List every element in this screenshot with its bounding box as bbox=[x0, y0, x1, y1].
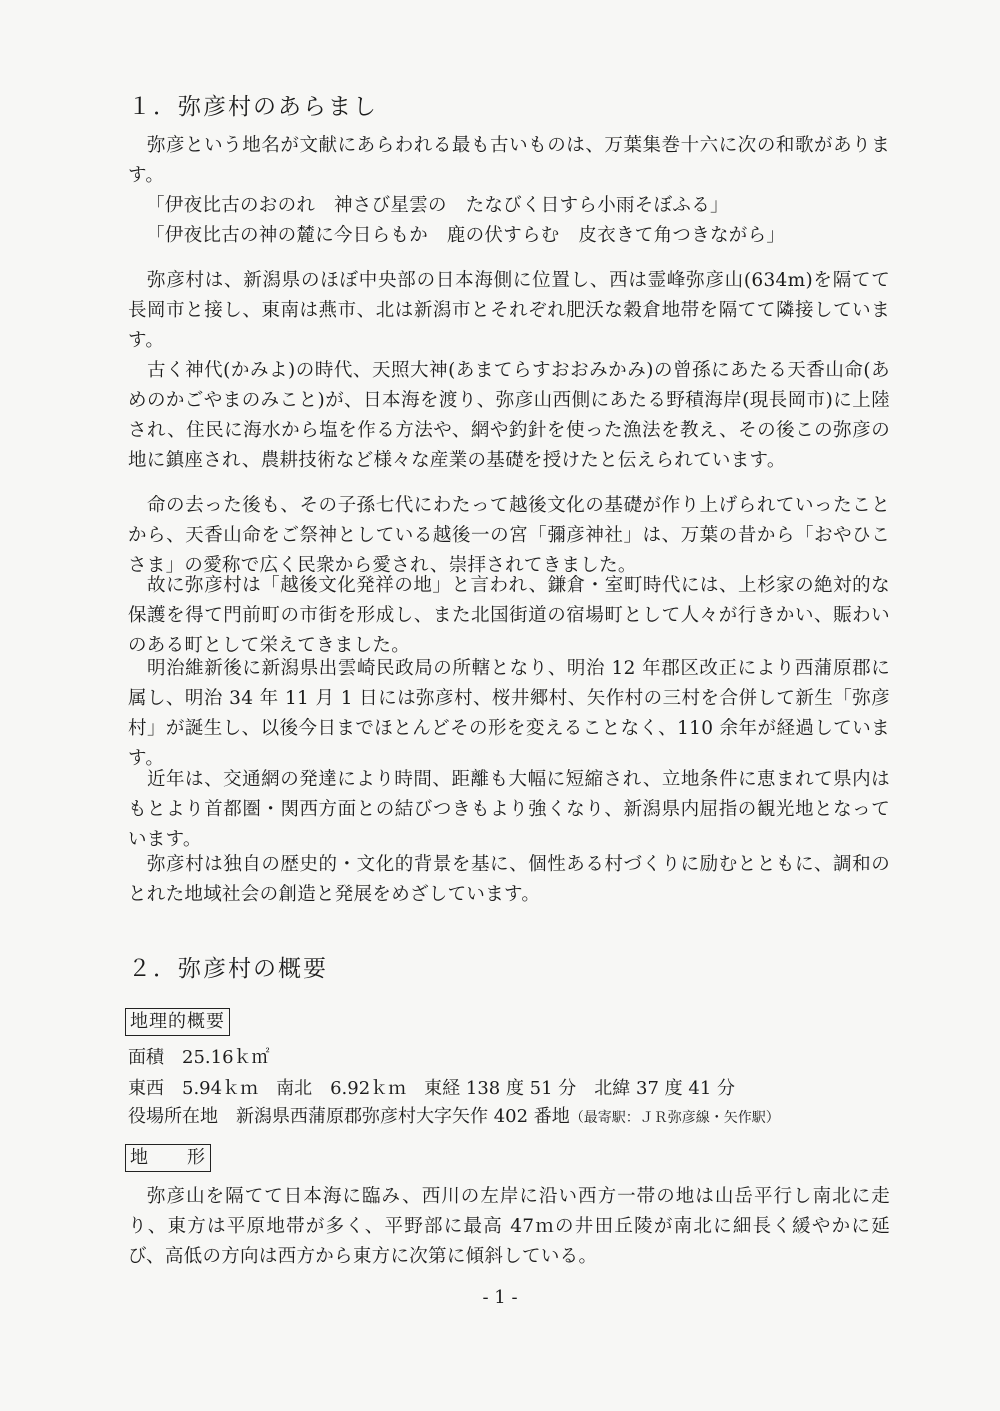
paragraph-location: 弥彦村は、新潟県のほぼ中央部の日本海側に位置し、西は霊峰弥彦山(634m)を隔てて長岡市と接し、東南は燕市、北は新潟市とそれぞれ肥沃な穀倉地帯を隔てて隣接しています。 bbox=[128, 270, 890, 351]
paragraph-meiji: 明治維新後に新潟県出雲崎民政局の所轄となり、明治 12 年郡区改正により西蒲原郡に属し、明治 34 年 11 月 1 日には弥彦村、桜井郷村、矢作村の三村を合併して新生「弥彦村」が誕生し、以後今日までほとんどその形を変えることなく、110 余年が経過しています。 bbox=[128, 658, 890, 769]
paragraph-vision: 弥彦村は独自の歴史的・文化的背景を基に、個性ある村づくりに励むとともに、調和のとれた地域社会の創造と発展をめざしています。 bbox=[128, 854, 890, 905]
coordinates-line: 東西 5.94ｋｍ 南北 6.92ｋｍ 東経 138 度 51 分 北緯 37 度 41 分 bbox=[128, 1078, 735, 1099]
paragraph-recent: 近年は、交通網の発達により時間、距離も大幅に短縮され、立地条件に恵まれて県内はもとより首都圏・関西方面との結びつきもより強くなり、新潟県内屈指の観光地となっています。 bbox=[128, 769, 890, 850]
paragraph-mythology: 古く神代(かみよ)の時代、天照大神(あまてらすおおみかみ)の曾孫にあたる天香山命(あめのかごやまのみこと)が、日本海を渡り、弥彦山西側にあたる野積海岸(現長岡市)に上陸され、住民に海水から塩を作る方法や、網や釣針を使った漁法を教え、その後この弥彦の地に鎮座され、農耕技術など様々な産業の基礎を授けたと伝えられています。 bbox=[128, 360, 890, 471]
section1-title: １．弥彦村のあらまし bbox=[128, 94, 378, 120]
section2-title: ２．弥彦村の概要 bbox=[128, 956, 328, 982]
page-number: - 1 - bbox=[482, 1287, 518, 1308]
poem-line-2: 「伊夜比古の神の麓に今日らもか 鹿の伏すらむ 皮衣きて角つきながら」 bbox=[146, 225, 786, 246]
geo-overview-label: 地理的概要 bbox=[125, 1008, 230, 1036]
terrain-paragraph: 弥彦山を隔てて日本海に臨み、西川の左岸に沿い西方一帯の地は山岳平行し南北に走り、東方は平原地帯が多く、平野部に最高 47ｍの井田丘陵が南北に細長く緩やかに延び、高低の方向は西方から東方に次第に傾斜している。 bbox=[128, 1186, 890, 1267]
paragraph-shrine: 命の去った後も、その子孫七代にわたって越後文化の基礎が作り上げられていったことから、天香山命をご祭神としている越後一の宮「彌彦神社」は、万葉の昔から「おやひこさま」の愛称で広く民衆から愛され、崇拝されてきました。 bbox=[128, 495, 890, 576]
terrain-label: 地 形 bbox=[125, 1144, 211, 1172]
office-line bbox=[128, 1104, 780, 1131]
intro-paragraph: 弥彦という地名が文献にあらわれる最も古いものは、万葉集巻十六に次の和歌があります。 bbox=[128, 135, 890, 186]
office-station-note: （最寄駅：ＪＲ弥彦線・矢作駅） bbox=[569, 1110, 780, 1126]
area-line: 面積 25.16ｋ㎡ bbox=[128, 1047, 270, 1068]
paragraph-history: 故に弥彦村は「越後文化発祥の地」と言われ、鎌倉・室町時代には、上杉家の絶対的な保護を得て門前町の市街を形成し、また北国街道の宿場町として人々が行きかい、賑わいのある町として栄えてきました。 bbox=[128, 575, 890, 656]
poem-line-1: 「伊夜比古のおのれ 神さび星雲の たなびく日すら小雨そぼふる」 bbox=[146, 195, 729, 216]
office-address: 役場所在地 新潟県西蒲原郡弥彦村大字矢作 402 番地 bbox=[128, 1106, 570, 1127]
